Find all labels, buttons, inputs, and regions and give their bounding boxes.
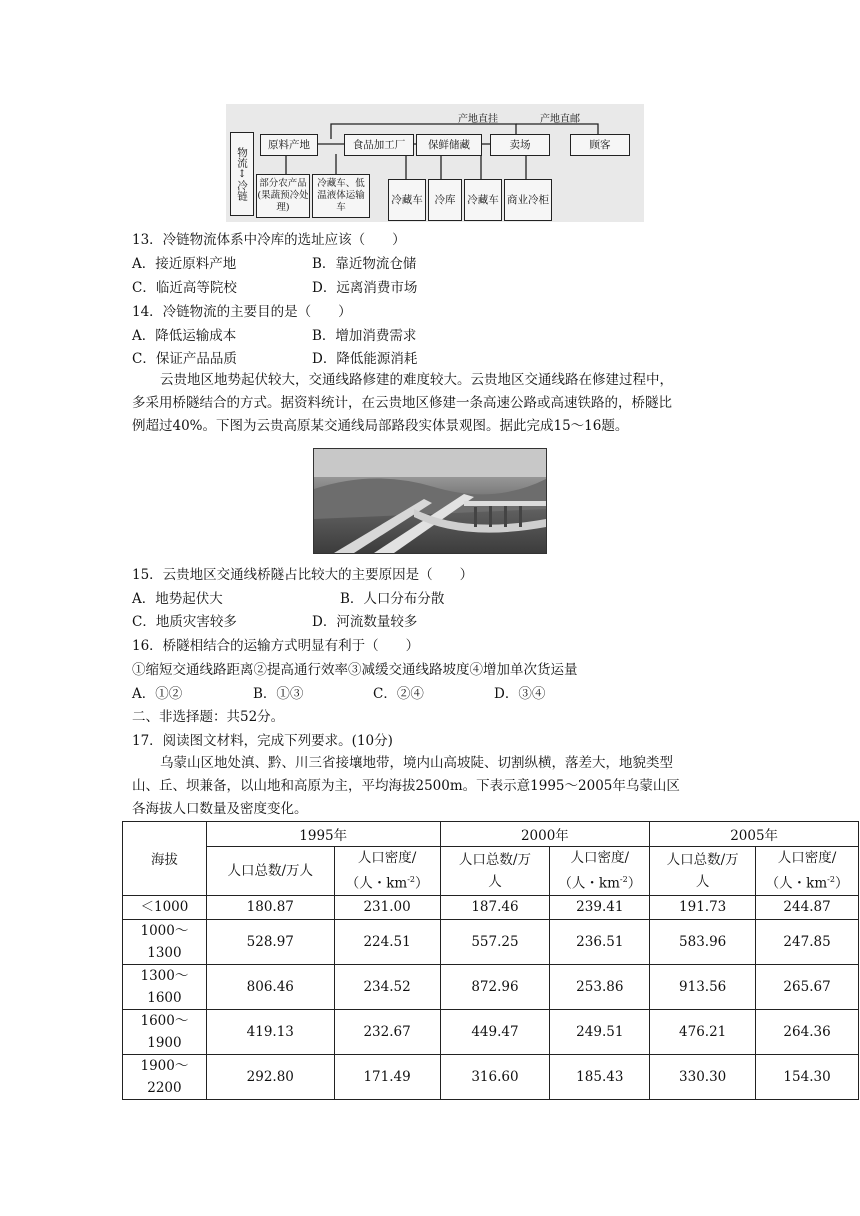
value-cell: 316.60 [440, 1054, 550, 1099]
header-text: ） [414, 875, 429, 892]
header-text: 人口密度/ [570, 850, 630, 866]
q16-option-d: D．③④ [494, 686, 546, 702]
header-text: 人口密度/ [777, 850, 837, 866]
diagram-side-label [230, 132, 254, 216]
node-cold-truck-2 [464, 179, 502, 221]
q13-option-c: C．临近高等院校 [132, 280, 237, 296]
passage-yungui [132, 369, 732, 438]
header-total-1995 [206, 847, 334, 896]
altitude-cell [123, 1009, 207, 1054]
q15-option-d: D．河流数量较多 [312, 614, 418, 630]
value-cell: 180.87 [206, 895, 334, 919]
node-label: 卖场 [509, 139, 531, 151]
value-cell: 171.49 [334, 1054, 440, 1099]
altitude-text: 1300～ [140, 967, 189, 984]
node-commercial-freezer [504, 179, 552, 221]
header-sup: -2 [619, 875, 628, 884]
table-row [123, 1054, 859, 1099]
node-label: 商业冷柜 [507, 194, 549, 206]
value-cell: 292.80 [206, 1054, 334, 1099]
altitude-cell [123, 895, 207, 919]
node-label: 原料产地 [268, 139, 310, 151]
q13-option-b: B．靠近物流仓储 [312, 256, 417, 272]
value-cell: 528.97 [206, 919, 334, 964]
passage-line-3: 例超过40%。下图为云贵高原某交通线局部路段实体景观图。据此完成15～16题。 [132, 418, 629, 434]
node-label: 冷藏车、低温液体运输车 [317, 178, 365, 213]
header-altitude: 海拔 [123, 822, 207, 896]
value-cell: 449.47 [440, 1009, 550, 1054]
value-cell: 231.00 [334, 895, 440, 919]
q16-option-a: A．①② [132, 686, 183, 702]
value-cell: 264.36 [756, 1009, 859, 1054]
q16-option-b: B．①③ [253, 686, 304, 702]
value-cell: 247.85 [756, 919, 859, 964]
node-label: 顾客 [589, 139, 611, 151]
header-sup: -2 [407, 875, 415, 884]
value-cell: 187.46 [440, 895, 550, 919]
altitude-text: 1300 [147, 944, 182, 961]
header-year-1995: 1995年 [206, 822, 440, 847]
passage-line-1: 云贵地区地势起伏较大，交通线路修建的难度较大。云贵地区交通线路在修建过程中， [160, 372, 673, 388]
side-label-top: 物流 [236, 147, 248, 168]
node-farm-products [256, 174, 310, 218]
population-table [122, 821, 859, 1100]
table-row [123, 1009, 859, 1054]
altitude-text: 1900～ [140, 1057, 189, 1074]
q14-stem: 14．冷链物流的主要目的是（ ） [132, 304, 352, 320]
q14-option-a: A．降低运输成本 [132, 328, 237, 344]
node-customer [570, 134, 630, 156]
value-cell: 191.73 [650, 895, 756, 919]
value-cell: 236.51 [550, 919, 650, 964]
q14-option-c: C．保证产品品质 [132, 351, 237, 367]
header-text: （人・km [558, 875, 620, 892]
q14-option-b: B．增加消费需求 [312, 328, 417, 344]
altitude-text: 1000～ [140, 922, 189, 939]
value-cell: 185.43 [550, 1054, 650, 1099]
passage-line-2: 山、丘、坝兼备，以山地和高原为主，平均海拔2500m。下表示意1995～2005年乌蒙山区 [132, 778, 680, 794]
passage-line-1: 乌蒙山区地处滇、黔、川三省接壤地带，境内山高坡陡、切割纵横，落差大，地貌类型 [160, 755, 673, 771]
header-density-2005 [756, 847, 859, 896]
header-total-2005 [650, 847, 756, 896]
value-cell: 557.25 [440, 919, 550, 964]
value-cell: 330.30 [650, 1054, 756, 1099]
header-sup: -2 [827, 875, 835, 884]
table-row [123, 895, 859, 919]
node-refrigerated-trucks [312, 174, 370, 218]
passage-line-3: 各海拔人口数量及密度变化。 [132, 801, 308, 817]
header-year-2005: 2005年 [650, 822, 859, 847]
value-cell: 476.21 [650, 1009, 756, 1054]
value-cell: 232.67 [334, 1009, 440, 1054]
label-direct-2: 产地直邮 [540, 114, 580, 125]
node-cold-storage [428, 179, 462, 221]
header-text: ） [834, 875, 849, 892]
node-cold-truck-1 [388, 179, 426, 221]
header-text: 人 [695, 873, 710, 890]
node-label: 冷藏车 [467, 194, 499, 206]
value-cell: 806.46 [206, 964, 334, 1009]
table-body [123, 895, 859, 1099]
photo-illustration [314, 449, 546, 553]
value-cell: 583.96 [650, 919, 756, 964]
value-cell: 872.96 [440, 964, 550, 1009]
value-cell: 913.56 [650, 964, 756, 1009]
altitude-text: ＜1000 [140, 899, 189, 915]
node-label: 保鲜储藏 [428, 139, 470, 151]
table-row [123, 964, 859, 1009]
header-year-2000: 2000年 [440, 822, 650, 847]
label-direct-1: 产地直挂 [458, 114, 498, 125]
q13-stem: 13．冷链物流体系中冷库的选址应该（ ） [132, 232, 406, 248]
q13-option-a: A．接近原料产地 [132, 256, 237, 272]
q14-option-d: D．降低能源消耗 [312, 351, 418, 367]
altitude-text: 1900 [147, 1034, 182, 1051]
value-cell: 419.13 [206, 1009, 334, 1054]
header-text: 人口总数/万 [458, 851, 531, 868]
node-label: 冷藏车 [391, 194, 423, 206]
q16-option-c: C．②④ [373, 686, 424, 702]
q16-items: ①缩短交通线路距离②提高通行效率③减缓交通线路坡度④增加单次货运量 [132, 662, 578, 678]
header-total-2000 [440, 847, 550, 896]
node-storage [416, 134, 482, 156]
altitude-cell [123, 919, 207, 964]
header-text: 人口密度/ [357, 850, 417, 866]
q16-stem: 16．桥隧相结合的运输方式明显有利于（ ） [132, 638, 420, 654]
header-text: 人口总数/万 [666, 851, 739, 868]
value-cell: 224.51 [334, 919, 440, 964]
q15-option-a: A．地势起伏大 [132, 591, 223, 607]
header-text: （人・km [765, 875, 828, 892]
altitude-text: 1600～ [140, 1012, 189, 1029]
value-cell: 265.67 [756, 964, 859, 1009]
cold-chain-diagram [226, 104, 644, 222]
value-cell: 244.87 [756, 895, 859, 919]
node-food-factory [344, 134, 414, 156]
q15-option-c: C．地质灾害较多 [132, 614, 237, 630]
altitude-cell [123, 1054, 207, 1099]
q15-option-b: B．人口分布分散 [340, 591, 445, 607]
node-label: 部分农产品(果蔬预冷处理) [257, 178, 309, 213]
side-label-arrow: ↕ [237, 168, 247, 180]
node-label: 食品加工厂 [352, 139, 406, 151]
value-cell: 154.30 [756, 1054, 859, 1099]
q17-stem: 17．阅读图文材料，完成下列要求。(10分) [132, 733, 393, 749]
highway-landscape-photo [313, 448, 547, 554]
altitude-text: 1600 [147, 989, 182, 1006]
value-cell: 239.41 [550, 895, 650, 919]
q15-stem: 15．云贵地区交通线桥隧占比较大的主要原因是（ ） [132, 567, 474, 583]
header-text: （人・km [345, 875, 408, 892]
passage-line-2: 多采用桥隧结合的方式。据资料统计，在云贵地区修建一条高速公路或高速铁路的，桥隧比 [132, 395, 672, 411]
header-text: 人 [488, 873, 502, 890]
passage-wumeng [132, 752, 732, 821]
node-label: 冷库 [434, 194, 456, 206]
header-text: 人口总数/万人 [227, 862, 314, 879]
altitude-text: 2200 [147, 1079, 182, 1096]
q13-option-d: D．远离消费市场 [312, 280, 418, 296]
header-density-2000 [550, 847, 650, 896]
value-cell: 234.52 [334, 964, 440, 1009]
altitude-cell [123, 964, 207, 1009]
table-row [123, 919, 859, 964]
header-text: ） [627, 875, 642, 892]
node-raw-material [260, 134, 318, 156]
value-cell: 253.86 [550, 964, 650, 1009]
section-2-heading: 二、非选择题：共52分。 [132, 709, 285, 725]
node-market [490, 134, 550, 156]
value-cell: 249.51 [550, 1009, 650, 1054]
header-density-1995 [334, 847, 440, 896]
side-label-bottom: 冷链 [236, 180, 248, 201]
